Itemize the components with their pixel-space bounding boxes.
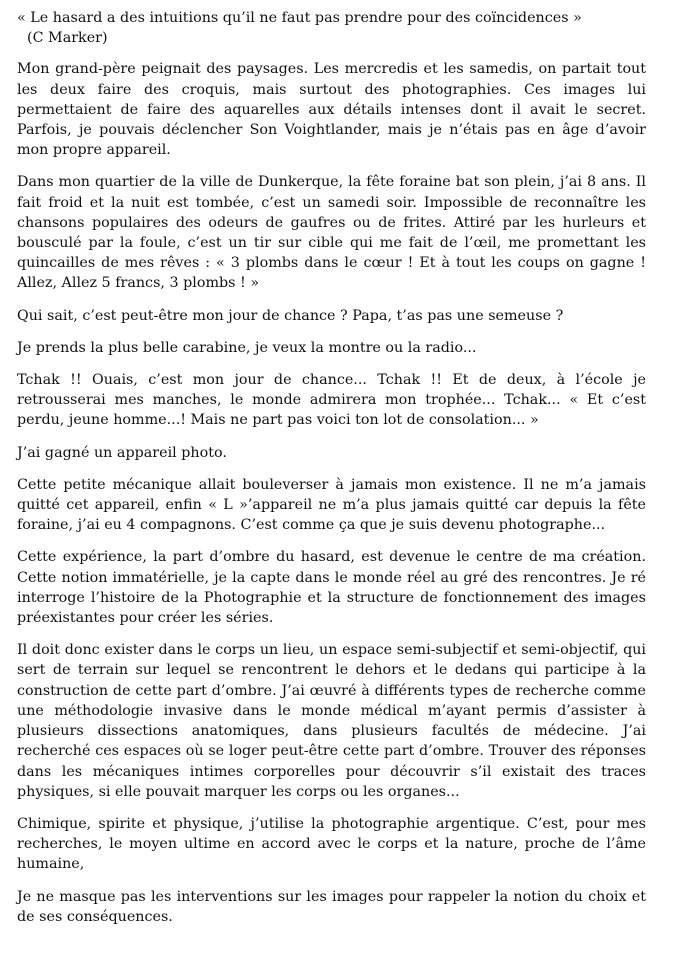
paragraph-mechanism: Cette petite mécanique allait bouleverser à jamais mon existence. Il ne m’a jamais quitté cet appareil, enfin « L »’appareil ne m’a plus jamais quitté car depuis la fête foraine, j’ai eu 4 compagnons. C’est comme ça que je suis devenu photographe... <box>17 476 646 534</box>
paragraph-silver-photography: Chimique, spirite et physique, j’utilise la photographie argentique. C’est, pour mes recherches, le moyen ultime en accord avec le corps et la nature, proche de l’âme humaine, <box>17 815 646 873</box>
paragraph-funfair: Dans mon quartier de la ville de Dunkerque, la fête foraine bat son plein, j’ai 8 ans. Il fait froid et la nuit est tombée, c’est un samedi soir. Impossible de reconnaître les chansons populaires des odeurs de gaufres ou de frites. Attiré par les hurleurs et bousculé par la foule, c’est un tir sur cible qui me fait de l’œil, me promettant les quincailles de mes rêves : « 3 plombs dans le cœur ! Et à tout les coups on gagne ! Allez, Allez 5 francs, 3 plombs ! » <box>17 174 646 292</box>
paragraph-experience: Cette expérience, la part d’ombre du hasard, est devenue le centre de ma création. Cette notion immatérielle, je la capte dans le monde réel au gré des rencontres. Je ré interroge l’histoire de la Photographie et la structure de fonctionnement des images préexistantes pour créer les séries. <box>17 549 646 627</box>
epigraph-quote: « Le hasard a des intuitions qu’il ne faut pas prendre pour des coïncidences » <box>17 10 582 26</box>
paragraph-lucky-day: Qui sait, c’est peut-être mon jour de chance ? Papa, t’as pas une semeuse ? <box>17 307 564 324</box>
paragraph-interventions: Je ne masque pas les interventions sur les images pour rappeler la notion du choix et de ses conséquences. <box>17 888 646 925</box>
paragraph-won-camera: J’ai gagné un appareil photo. <box>17 444 227 461</box>
paragraph-tchak: Tchak !! Ouais, c’est mon jour de chance... Tchak !! Et de deux, à l’école je retrousserai mes manches, le monde admirera mon trophée... Tchak... « Et c’est perdu, jeune homme...! Mais ne part pas voici ton lot de consolation... » <box>17 372 646 429</box>
paragraph-body-space: Il doit donc exister dans le corps un lieu, un espace semi-subjectif et semi-objectif, qui sert de terrain sur lequel se rencontrent le dehors et le dedans qui participe à la construction de cette part d’ombre. J’ai œuvré à différents types de recherche comme une méthodologie invasive dans le monde médical m’ayant permis d’assister à plusieurs dissections anatomiques, dans plusieurs facultés de médecine. J’ai recherché ces espaces où se loger peut-être cette part d’ombre. Trouver des réponses dans les mécaniques intimes corporelles pour découvrir s’il existait des traces physiques, si elle pouvait marquer les corps ou les organes... <box>17 642 646 800</box>
paragraph-grandfather: Mon grand-père peignait des paysages. Les mercredis et les samedis, on partait tout les deux faire des croquis, mais surtout des photographies. Ces images lui permettaient de faire des aquarelles aux détails intenses dont il avait le secret. Parfois, je pouvais déclencher Son Voightlander, mais je n’étais pas en âge d’avoir mon propre appareil. <box>17 61 646 159</box>
epigraph-author: (C Marker) <box>27 30 108 47</box>
epigraph <box>17 8 646 48</box>
document-page <box>17 8 646 939</box>
paragraph-carbine: Je prends la plus belle carabine, je veux la montre ou la radio... <box>17 339 477 356</box>
